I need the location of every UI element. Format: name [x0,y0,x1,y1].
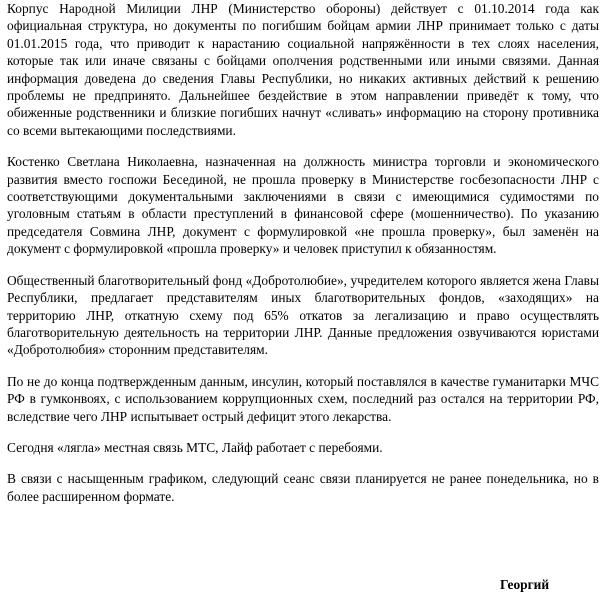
paragraph-mobile-network: Сегодня «лягла» местная связь МТС, Лайф работает с перебоями. [7,439,383,455]
paragraph-insulin-shortage: По не до конца подтвержденным данным, инсулин, который поставлялся в качестве гуманитарки МЧС РФ в гумконвоях, с использованием коррупционных схем, последний раз остался на территории РФ, вследствие чего ЛНР испытывает острый дефицит этого лекарства. [7,373,599,424]
signature: Георгий [500,577,550,592]
paragraph-militia-documents: Корпус Народной Милиции ЛНР (Министерство обороны) действует с 01.10.2014 года как официальная структура, но документы по погибшим бойцам армии ЛНР принимает только с даты 01.01.2015 года, что приводит к нарастанию социальной напряжённости в тех слоях населения, которые так или иначе связаны с бойцами ополчения родственными или иными связями. Данная информация доведена до сведения Главы Республики, но никаких активных действий к решению проблемы не предпринято. Дальнейшее бездействие в этом направлении приведёт к тому, что обиженные родственники и близкие погибших начнут «сливать» информацию на сторону противника со всеми вытекающими последствиями. [7,1,599,138]
paragraph-charity-fund: Общественный благотворительный фонд «Добротолюбие», учредителем которого является жена Главы Республики, предлагает представителям иных благотворительных фондов, «заходящих» на территорию ЛНР, откатную схему под 65% откатов за легализацию и право осуществлять благотворительную деятельность на территории ЛНР. Данные предложения озвучиваются юристами «Добротолюбия» сторонним представителям. [7,272,599,358]
paragraph-next-session: В связи с насыщенным графиком, следующий сеанс связи планируется не ранее понедельника, но в более расширенном формате. [7,471,599,504]
paragraph-kostenko-appointment: Костенко Светлана Николаевна, назначенная на должность министра торговли и экономического развития вместо госпожи Бесединой, не прошла проверку в Министерстве госбезопасности ЛНР с соответствующими документальными заключениями в связи с имеющимися судимостями по уголовным статьям в области преступлений в финансовой сфере (мошенничество). По указанию председателя Совмина ЛНР, документ с формулировкой «не прошла проверку», был заменён на документ с формулировкой «прошла проверку» и человек приступил к обязанностям. [7,154,599,257]
document-body [7,0,599,519]
